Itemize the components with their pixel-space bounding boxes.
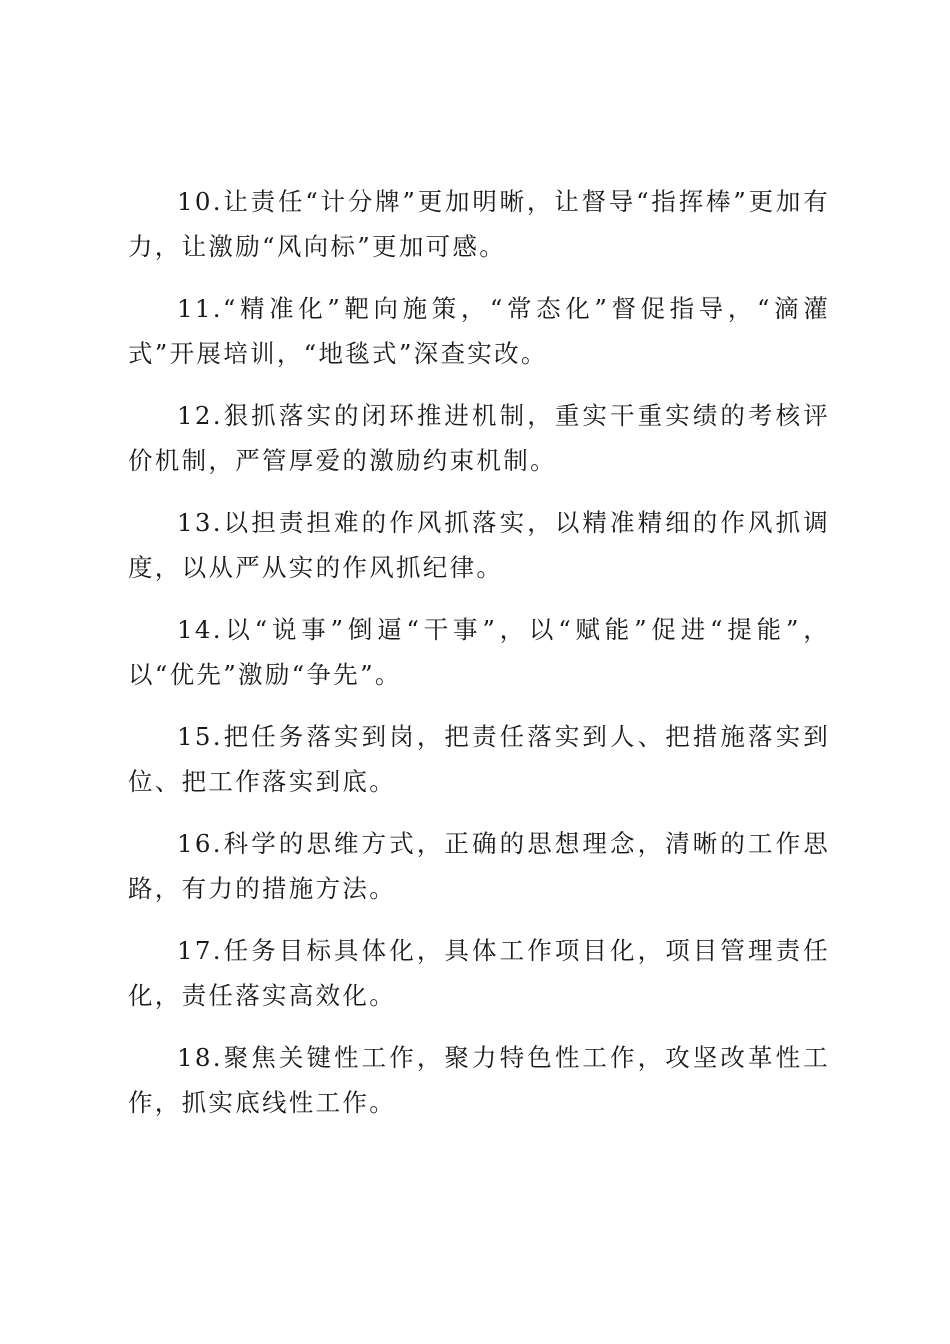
paragraph-17: 17.任务目标具体化，具体工作项目化，项目管理责任化，责任落实高效化。 bbox=[128, 936, 830, 1010]
paragraph-10: 10.让责任“计分牌”更加明晰，让督导“指挥棒”更加有力，让激励“风向标”更加可感。 bbox=[128, 187, 830, 261]
paragraph-12: 12.狠抓落实的闭环推进机制，重实干重实绩的考核评价机制，严管厚爱的激励约束机制。 bbox=[128, 401, 830, 475]
paragraph-18: 18.聚焦关键性工作，聚力特色性工作，攻坚改革性工作，抓实底线性工作。 bbox=[128, 1043, 830, 1117]
paragraph-15: 15.把任务落实到岗，把责任落实到人、把措施落实到位、把工作落实到底。 bbox=[128, 722, 830, 796]
document-body bbox=[128, 179, 830, 1142]
paragraph-11: 11.“精准化”靶向施策，“常态化”督促指导，“滴灌式”开展培训，“地毯式”深查实改。 bbox=[128, 294, 830, 368]
paragraph-14: 14.以“说事”倒逼“干事”，以“赋能”促进“提能”，以“优先”激励“争先”。 bbox=[128, 615, 830, 689]
paragraph-16: 16.科学的思维方式，正确的思想理念，清晰的工作思路，有力的措施方法。 bbox=[128, 829, 830, 903]
paragraph-13: 13.以担责担难的作风抓落实，以精准精细的作风抓调度，以从严从实的作风抓纪律。 bbox=[128, 508, 830, 582]
